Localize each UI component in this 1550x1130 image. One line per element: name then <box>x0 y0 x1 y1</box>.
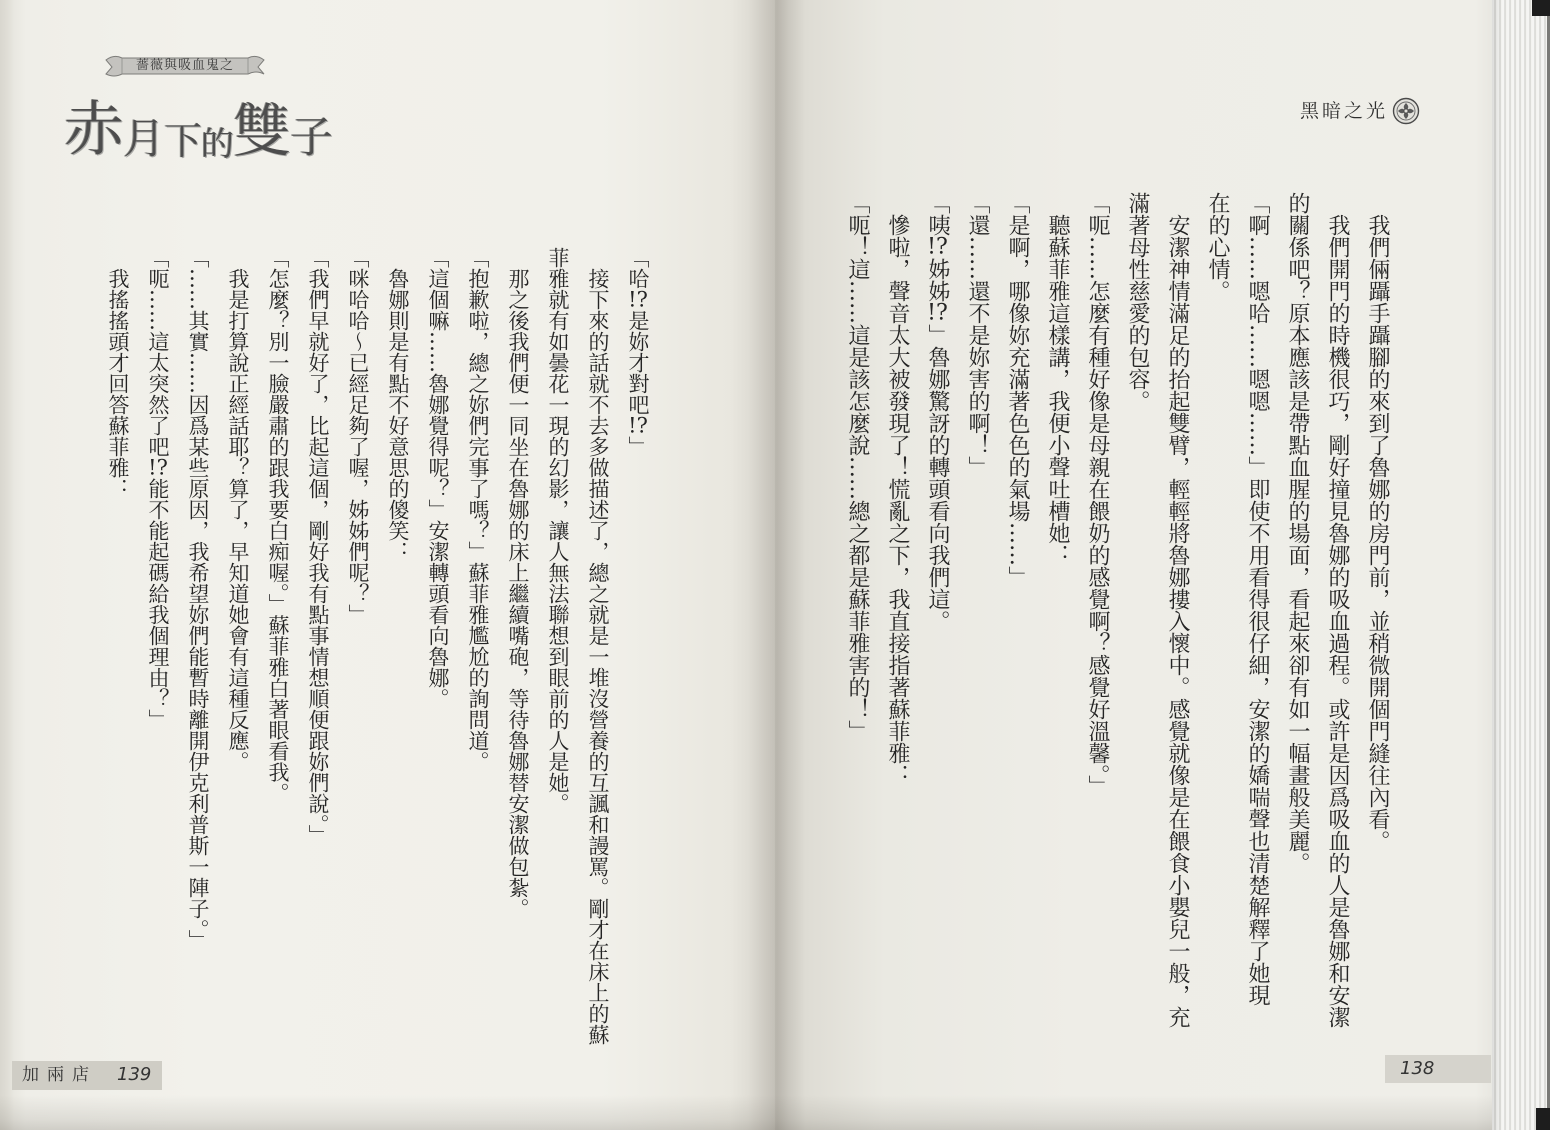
tate-chu-yoko-mark: !? <box>927 302 948 324</box>
paragraph-line: 我是打算說正經話耶？算了，早知道她會有這種反應。 <box>226 268 250 772</box>
title-character: 子 <box>290 113 333 163</box>
paragraph-line: 「呃……怎麼有種好像是母親在餵奶的感覺啊？感覺好溫馨。」 <box>1085 192 1110 797</box>
tate-chu-yoko-mark: !? <box>628 289 648 310</box>
paragraph-line: 「抱歉啦，總之妳們完事了嗎？」蘇菲雅尷尬的詢問道。 <box>466 247 490 772</box>
paragraph-continuation-line: 菲雅就有如曇花一現的幻影，讓人無法聯想到眼前的人是她。 <box>546 247 570 814</box>
title-character: 下 <box>164 119 202 163</box>
paragraph-line: 「哈!?是妳才對吧!?」 <box>626 247 650 457</box>
title-character: 赤 <box>64 95 123 165</box>
title-character: 月 <box>123 114 165 163</box>
paragraph-continuation-line: 在的心情。 <box>1205 192 1230 302</box>
store-mark: 加兩店 <box>22 1065 97 1085</box>
paragraph-line: 我們開門的時機很巧，剛好撞見魯娜的吸血過程。或許是因爲吸血的人是魯娜和安潔 <box>1325 214 1350 1028</box>
tate-chu-yoko-mark: !? <box>628 415 648 436</box>
paragraph-continuation-line: 的關係吧？原本應該是帶點血腥的場面，看起來卻有如一幅畫般美麗。 <box>1285 192 1310 874</box>
paragraph-line: 「是啊，哪像妳充滿著色色的氣場……」 <box>1005 192 1030 588</box>
paragraph-line: 我搖搖頭才回答蘇菲雅： <box>106 268 130 499</box>
paragraph-line: 慘啦，聲音太大被發現了！慌亂之下，我直接指著蘇菲雅： <box>885 214 910 786</box>
page-number-left: 139 <box>117 1064 152 1085</box>
tate-chu-yoko-mark: !? <box>927 236 948 258</box>
paragraph-line: 聽蘇菲雅這樣講，我便小聲吐槽她： <box>1045 214 1070 566</box>
paragraph-line: 「咦!?姊姊!?」魯娜驚訝的轉頭看向我們這。 <box>925 192 950 632</box>
paragraph-line: 「呃……這太突然了吧!?能不能起碼給我個理由？」 <box>146 247 170 730</box>
paragraph-continuation-line: 滿著母性慈愛的包容。 <box>1125 192 1150 412</box>
running-head: 黑暗之光 <box>1300 100 1389 122</box>
paragraph-line: 「呃！這……這是該怎麼說……總之都是蘇菲雅害的！」 <box>845 192 870 742</box>
tate-chu-yoko-mark: !? <box>148 457 168 478</box>
series-label: 薔薇與吸血鬼之 <box>135 58 234 73</box>
paragraph-line: 「啊……嗯哈……嗯嗯……」即使不用看得很仔細，安潔的嬌喘聲也清楚解釋了她現 <box>1245 192 1270 1006</box>
paragraph-line: 接下來的話就不去多做描述了，總之就是一堆沒營養的互諷和謾罵。剛才在床上的蘇 <box>586 268 610 1045</box>
title-character: 雙 <box>233 97 291 165</box>
paragraph-line: 魯娜則是有點不好意思的傻笑： <box>386 268 410 562</box>
paragraph-line: 我們倆躡手躡腳的來到了魯娜的房門前，並稍微開個門縫往內看。 <box>1365 214 1390 852</box>
paragraph-line: 那之後我們便一同坐在魯娜的床上繼續嘴砲，等待魯娜替安潔做包紮。 <box>506 268 530 919</box>
paragraph-line: 「還……還不是妳害的啊！」 <box>965 192 990 478</box>
paragraph-line: 「……其實……因爲某些原因，我希望妳們能暫時離開伊克利普斯一陣子。」 <box>186 247 210 951</box>
paragraph-line: 「咪哈哈～已經足夠了喔，姊姊們呢？」 <box>346 247 370 625</box>
paragraph-line: 安潔神情滿足的抬起雙臂，輕輕將魯娜摟入懷中。感覺就像是在餵食小嬰兒一般，充 <box>1165 214 1190 1028</box>
paragraph-line: 「我們早就好了，比起這個，剛好我有點事情想順便跟妳們說。」 <box>306 247 330 846</box>
page-number-right: 138 <box>1400 1058 1435 1079</box>
paragraph-line: 「這個嘛……魯娜覺得呢？」安潔轉頭看向魯娜。 <box>426 247 450 709</box>
title-character: 的 <box>201 124 234 163</box>
paragraph-line: 「怎麼？別一臉嚴肅的跟我要白痴喔。」蘇菲雅白著眼看我。 <box>266 247 290 804</box>
